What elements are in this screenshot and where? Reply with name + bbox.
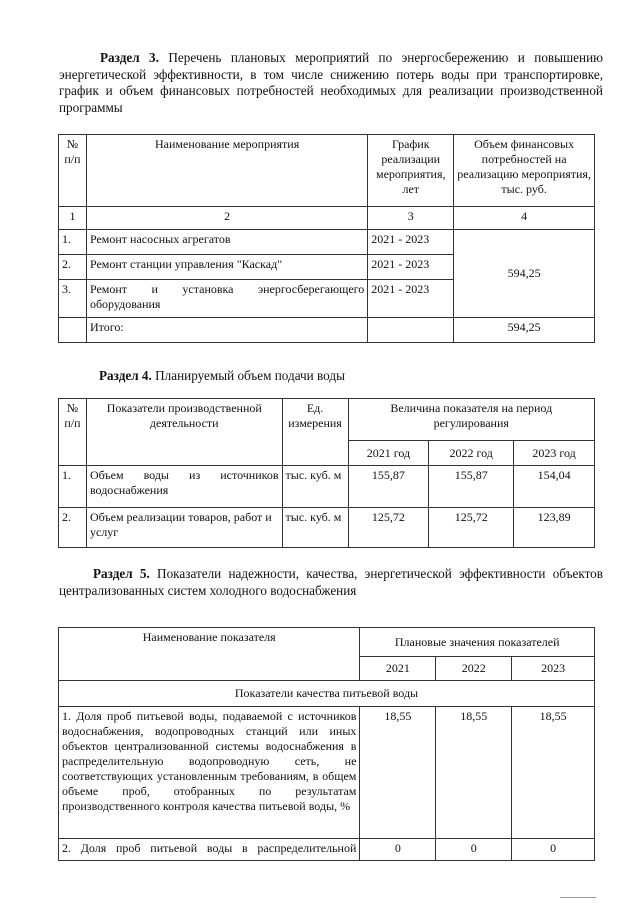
t4-row1-num: 1.	[59, 466, 87, 508]
t5-year-2023: 2023	[512, 657, 595, 681]
t4-row2-v2021: 125,72	[348, 508, 429, 548]
t3-header-amount: Объем финансовых потребностей на реализацию мероприятия, тыс. руб.	[454, 135, 595, 207]
t5-header-plan: Плановые значения показателей	[360, 628, 595, 657]
t4-header-value: Величина показателя на период регулирования	[348, 399, 594, 441]
t4-row2-num: 2.	[59, 508, 87, 548]
t4-header-unit: Ед. измерения	[282, 399, 348, 466]
section4-heading-bold: Раздел 4.	[99, 368, 152, 383]
section3-heading-text: Перечень плановых мероприятий по энергосбережению и повышению энергетической эффективности, в том числе снижению потерь воды при транспортировке, график и объем финансовых потребностей необходимых для реализации производственной программы	[59, 50, 603, 115]
section4-heading-text: Планируемый объем подачи воды	[151, 368, 345, 383]
t4-row2-v2022: 125,72	[429, 508, 514, 548]
t5-row2-v2022: 0	[436, 839, 512, 861]
t5-row2-name: 2. Доля проб питьевой воды в распределительной	[59, 839, 360, 861]
t4-year-2021: 2021 год	[348, 441, 429, 466]
t4-row1-unit: тыс. куб. м	[282, 466, 348, 508]
scan-artifact-line	[560, 897, 596, 898]
t3-row1-period: 2021 - 2023	[368, 230, 454, 255]
t4-row1-v2022: 155,87	[429, 466, 514, 508]
t3-header-name: Наименование мероприятия	[86, 135, 367, 207]
t3-row2-num: 2.	[59, 255, 87, 280]
t3-row1-num: 1.	[59, 230, 87, 255]
t5-year-2022: 2022	[436, 657, 512, 681]
section3-table	[58, 134, 595, 343]
t4-row1-v2021: 155,87	[348, 466, 429, 508]
t4-row1-name: Объем воды из источников водоснабжения	[86, 466, 282, 508]
t3-total-num	[59, 318, 87, 343]
t3-merged-amount: 594,25	[454, 230, 595, 318]
t3-row3-num: 3.	[59, 280, 87, 318]
t4-year-2023: 2023 год	[514, 441, 595, 466]
t3-colnum-2: 2	[86, 207, 367, 230]
section5-heading	[59, 566, 603, 599]
t5-row1-v2023: 18,55	[512, 707, 595, 839]
section4-table	[58, 398, 595, 548]
section5-heading-bold: Раздел 5.	[93, 566, 150, 581]
t3-total-period	[368, 318, 454, 343]
t3-colnum-4: 4	[454, 207, 595, 230]
t3-row3-period: 2021 - 2023	[368, 280, 454, 318]
t3-colnum-3: 3	[368, 207, 454, 230]
t5-year-2021: 2021	[360, 657, 436, 681]
t3-total-label: Итого:	[86, 318, 367, 343]
t4-row2-v2023: 123,89	[514, 508, 595, 548]
t3-total-amount: 594,25	[454, 318, 595, 343]
t3-row2-name: Ремонт станции управления "Каскад"	[86, 255, 367, 280]
section5-table	[58, 627, 595, 861]
t3-row1-name: Ремонт насосных агрегатов	[86, 230, 367, 255]
t5-row1-v2021: 18,55	[360, 707, 436, 839]
t5-row2-v2023: 0	[512, 839, 595, 861]
t5-row2-v2021: 0	[360, 839, 436, 861]
t5-row1-v2022: 18,55	[436, 707, 512, 839]
t4-header-num: № п/п	[59, 399, 87, 466]
t3-header-num: № п/п	[59, 135, 87, 207]
t4-row1-v2023: 154,04	[514, 466, 595, 508]
section5-heading-text: Показатели надежности, качества, энергетической эффективности объектов централизованных систем холодного водоснабжения	[59, 566, 604, 598]
t5-group-quality: Показатели качества питьевой воды	[59, 681, 595, 707]
t3-colnum-1: 1	[59, 207, 87, 230]
t4-row2-name: Объем реализации товаров, работ и услуг	[86, 508, 282, 548]
t4-year-2022: 2022 год	[429, 441, 514, 466]
section3-heading	[59, 50, 603, 116]
t4-row2-unit: тыс. куб. м	[282, 508, 348, 548]
t4-header-indicator: Показатели производственной деятельности	[86, 399, 282, 466]
t3-header-period: График реализации мероприятия, лет	[368, 135, 454, 207]
section3-heading-bold: Раздел 3.	[100, 50, 159, 65]
t3-row2-period: 2021 - 2023	[368, 255, 454, 280]
section4-heading	[99, 368, 599, 385]
t5-row1-name: 1. Доля проб питьевой воды, подаваемой с источников водоснабжения, водопроводных станций или иных объектов централизованной системы водоснабжения в распределительную водопроводную сеть, не соответствующих установленным требованиям, в общем объеме проб, отобранных по результатам производственного контроля качества питьевой воды, %	[59, 707, 360, 839]
t5-header-name: Наименование показателя	[59, 628, 360, 681]
t3-row3-name: Ремонт и установка энергосберегающего оборудования	[86, 280, 367, 318]
